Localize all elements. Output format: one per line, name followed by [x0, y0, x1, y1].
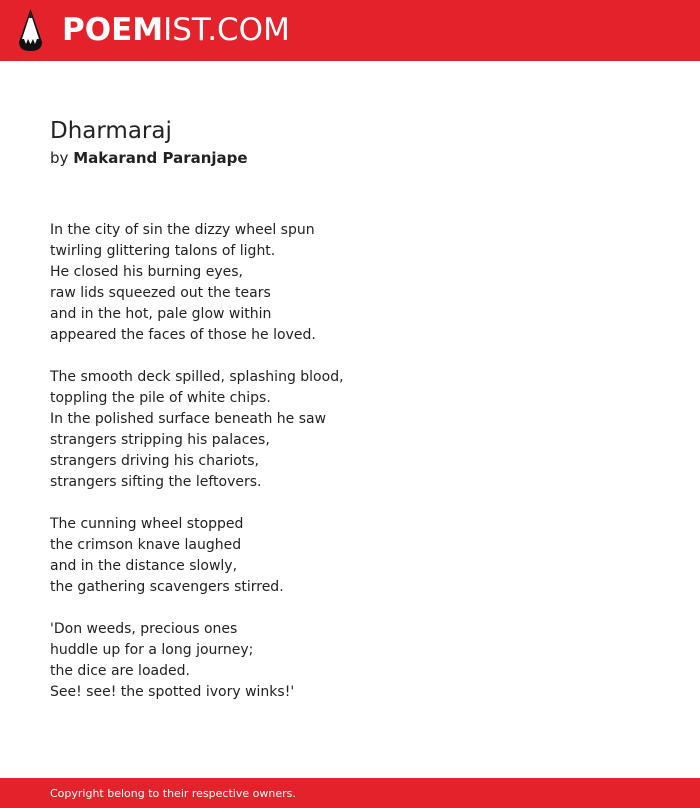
poem-line: the dice are loaded.: [50, 663, 190, 679]
site-logo[interactable]: [62, 12, 290, 48]
poem-line: The smooth deck spilled, splashing blood,: [50, 369, 344, 385]
poem-line: and in the distance slowly,: [50, 558, 238, 574]
logo-bold-text: POEM: [62, 12, 164, 48]
poem-line: raw lids squeezed out the tears: [50, 285, 271, 301]
stanza: [50, 514, 650, 598]
poem-line: strangers sifting the leftovers.: [50, 474, 262, 490]
poem-line: the gathering scavengers stirred.: [50, 579, 284, 595]
stanza: [50, 367, 650, 493]
poem-line: twirling glittering talons of light.: [50, 243, 276, 259]
poem-line: In the city of sin the dizzy wheel spun: [50, 222, 315, 238]
poem-line: He closed his burning eyes,: [50, 264, 243, 280]
poem-line: appeared the faces of those he loved.: [50, 327, 316, 343]
author-name: Makarand Paranjape: [73, 149, 248, 167]
logo-light-text: IST.COM: [163, 12, 290, 48]
byline: [50, 148, 650, 168]
poem-line: the crimson knave laughed: [50, 537, 242, 553]
site-header: [0, 0, 700, 61]
poem-container: [50, 116, 650, 724]
site-footer: [0, 778, 700, 808]
poem-line: huddle up for a long journey;: [50, 642, 254, 658]
poem-body: [50, 220, 650, 703]
poem-line: toppling the pile of white chips.: [50, 390, 271, 406]
by-label: by: [50, 149, 69, 167]
poem-line: strangers driving his chariots,: [50, 453, 260, 469]
poem-title: Dharmaraj: [50, 118, 172, 144]
poem-line: 'Don weeds, precious ones: [50, 621, 238, 637]
poem-line: The cunning wheel stopped: [50, 516, 244, 532]
poem-line: In the polished surface beneath he saw: [50, 411, 327, 427]
stanza: [50, 619, 650, 703]
pencil-tip-icon[interactable]: [18, 9, 43, 51]
poem-line: strangers stripping his palaces,: [50, 432, 270, 448]
copyright-text: Copyright belong to their respective owners.: [50, 787, 296, 800]
poem-line: See! see! the spotted ivory winks!': [50, 684, 295, 700]
stanza: [50, 220, 650, 346]
poem-line: and in the hot, pale glow within: [50, 306, 272, 322]
